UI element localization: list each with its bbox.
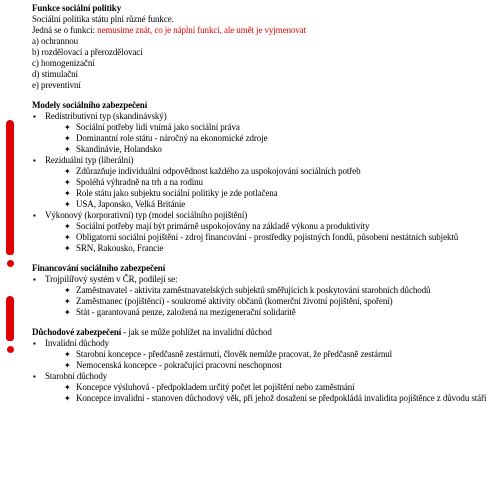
financing-list xyxy=(32,274,492,318)
sub-list-item: ✦ Zaměstnavatel - aktivita zaměstnavatelských subjektů směřujících k poskytování starobních důchodů xyxy=(64,285,431,295)
list-item: ▪ Starobní důchody ✦ Koncepce výsluhová - předpokladem určitý počet let pojištění nebo zaměstnání ✦ Koncepce invalidní - stanoven důchodový věk, při jehož dosažení se předpokládá invalidita pojištěnce z důvodu stáří xyxy=(32,371,492,404)
star-bullet-icon: ✦ xyxy=(64,167,71,176)
section-title-modely: Modely sociálního zabezpečení xyxy=(32,100,148,110)
sub-list-item: ✦ Role státu jako subjektu sociální politiky je zde potlačena xyxy=(64,188,278,198)
sub-list-item: ✦ Spoléhá výhradně na trh a na rodinu xyxy=(64,177,203,187)
exclamation-mark-icon xyxy=(6,120,14,270)
star-bullet-icon: ✦ xyxy=(64,189,71,198)
star-bullet-icon: ✦ xyxy=(64,361,71,370)
pension-list xyxy=(32,338,492,404)
sub-list-item: ✦ Obligatorní sociální pojištění - zdroj financování - prostředky pojistných fondů, působení nestátních subjektů xyxy=(64,232,459,242)
model-list xyxy=(32,111,492,254)
star-bullet-icon: ✦ xyxy=(64,297,71,306)
sub-list-item: ✦ Sociální potřeby mají být primárně uspokojovány na základě výkonu a produktivity xyxy=(64,221,370,231)
section-subtitle: - jak se může pohlížet na invalidní důchod xyxy=(121,327,272,337)
sub-list-item: ✦ Skandinávie, Holandsko xyxy=(64,144,162,154)
star-bullet-icon: ✦ xyxy=(64,145,71,154)
star-bullet-icon: ✦ xyxy=(64,244,71,253)
list-item: ▪ Redistributivní typ (skandinávský) ✦ Sociální potřeby lidí vnímá jako sociální práva ✦ Dominantní role státu - náročný na ekonomické zdroje ✦ Skandinávie, Holandsko xyxy=(32,111,492,155)
square-bullet-icon: ▪ xyxy=(33,275,36,284)
list-item: ▪ Výkonový (korporativní) typ (model sociálního pojištění) ✦ Sociální potřeby mají být primárně uspokojovány na základě výkonu a produktivity ✦ Obligatorní sociální pojištění - zdroj financování - prostředky pojistných fondů, působení nestátních subjektů ✦ SRN, Rakousko, Francie xyxy=(32,210,492,254)
sub-list-item: ✦ Zdůrazňuje individuální odpovědnost každého za uspokojování sociálních potřeb xyxy=(64,166,361,176)
square-bullet-icon: ▪ xyxy=(33,112,36,121)
section-title-duchodove: Důchodové zabezpečení - jak se může pohlížet na invalidní důchod xyxy=(32,327,272,337)
star-bullet-icon: ✦ xyxy=(64,222,71,231)
list-item: ▪ Reziduální typ (liberální) ✦ Zdůrazňuje individuální odpovědnost každého za uspokojování sociálních potřeb ✦ Spoléhá výhradně na trh a na rodinu ✦ Role státu jako subjektu sociální politiky je zde potlačena ✦ USA, Japonsko, Velká Británie xyxy=(32,155,492,210)
star-bullet-icon: ✦ xyxy=(64,383,71,392)
square-bullet-icon: ▪ xyxy=(33,372,36,381)
instruction-line: Jedná se o funkci: nemusíme znát, co je náplní funkcí, ale umět je vyjmenovat xyxy=(32,25,306,35)
function-item: e) preventivní xyxy=(32,80,81,90)
function-item: c) homogenizační xyxy=(32,58,95,68)
list-item: ▪ Invalidní důchody ✦ Starobní koncepce - předčasně zestárnutí, člověk nemůže pracovat, že předčasně zestárnul ✦ Nemocenská koncepce - pokračující pracovní neschopnost xyxy=(32,338,492,371)
function-item: d) stimulační xyxy=(32,69,78,79)
sub-list-item: ✦ Nemocenská koncepce - pokračující pracovní neschopnost xyxy=(64,360,282,370)
star-bullet-icon: ✦ xyxy=(64,200,71,209)
square-bullet-icon: ▪ xyxy=(33,339,36,348)
section-title-financovani: Financování sociálního zabezpečení xyxy=(32,263,166,273)
square-bullet-icon: ▪ xyxy=(33,156,36,165)
list-item: ▪ Trojpilířový systém v ČR, podílejí se: ✦ Zaměstnavatel - aktivita zaměstnavatelských subjektů směřujících k poskytování starobních důchodů ✦ Zaměstnanec (pojištěnci) - soukromé aktivity občanů (komerční životní pojištění, spoření) ✦ Stát - garantovaná penze, založená na mezigenerační solidaritě xyxy=(32,274,492,318)
square-bullet-icon: ▪ xyxy=(33,211,36,220)
star-bullet-icon: ✦ xyxy=(64,286,71,295)
sub-list-item: ✦ Sociální potřeby lidí vnímá jako sociální práva xyxy=(64,122,240,132)
sub-list-item: ✦ Koncepce invalidní - stanoven důchodový věk, při jehož dosažení se předpokládá invalidita pojištěnce z důvodu stáří xyxy=(64,393,487,403)
function-item: a) ochrannou xyxy=(32,36,79,46)
sub-list-item: ✦ Stát - garantovaná penze, založená na mezigenerační solidaritě xyxy=(64,307,296,317)
sub-list-item: ✦ USA, Japonsko, Velká Británie xyxy=(64,199,186,209)
sub-list-item: ✦ SRN, Rakousko, Francie xyxy=(64,243,164,253)
section-title-funkce: Funkce sociální politiky xyxy=(32,3,122,13)
star-bullet-icon: ✦ xyxy=(64,233,71,242)
document-body xyxy=(32,3,492,404)
star-bullet-icon: ✦ xyxy=(64,134,71,143)
sub-list-item: ✦ Zaměstnanec (pojištěnci) - soukromé aktivity občanů (komerční životní pojištění, spoření) xyxy=(64,296,393,306)
sub-list-item: ✦ Dominantní role státu - náročný na ekonomické zdroje xyxy=(64,133,268,143)
exclamation-mark-icon xyxy=(6,296,14,356)
intro-line: Sociální politika státu plní různé funkce. xyxy=(32,14,174,24)
star-bullet-icon: ✦ xyxy=(64,308,71,317)
function-item: b) rozdělovací a přerozdělovací xyxy=(32,47,143,57)
star-bullet-icon: ✦ xyxy=(64,394,71,403)
note-red: nemusíme znát, co je náplní funkcí, ale umět je vyjmenovat xyxy=(97,25,306,35)
sub-list-item: ✦ Starobní koncepce - předčasně zestárnutí, člověk nemůže pracovat, že předčasně zestárnul xyxy=(64,349,393,359)
star-bullet-icon: ✦ xyxy=(64,178,71,187)
star-bullet-icon: ✦ xyxy=(64,350,71,359)
star-bullet-icon: ✦ xyxy=(64,123,71,132)
sub-list-item: ✦ Koncepce výsluhová - předpokladem určitý počet let pojištění nebo zaměstnání xyxy=(64,382,355,392)
